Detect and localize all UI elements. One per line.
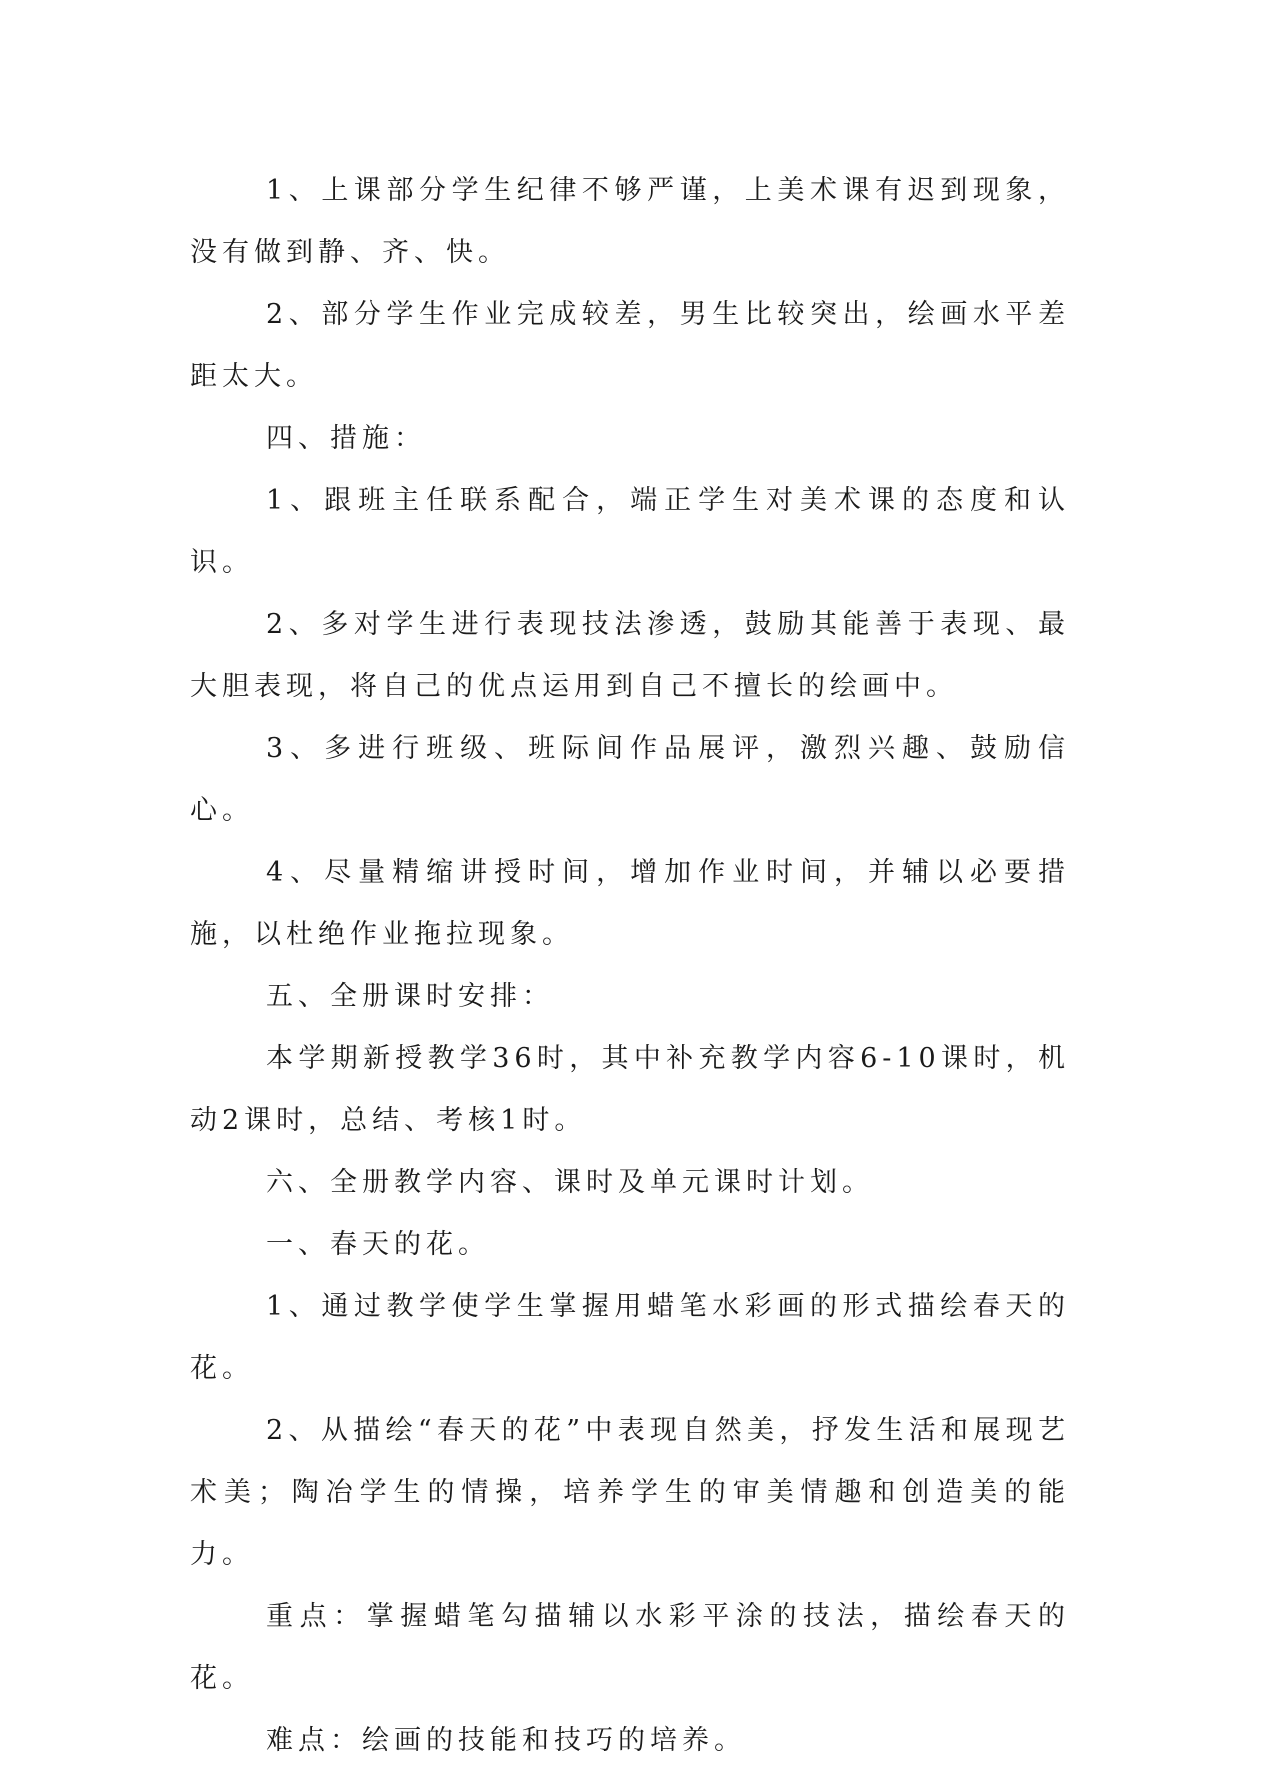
heading-measures: 四、措施： [266, 423, 426, 454]
paragraph-measure-4: 4、尽量精缩讲授时间，增加作业时间，并辅以必要措施，以杜绝作业拖拉现象。 [190, 857, 1070, 950]
paragraph-key-point: 重点：掌握蜡笔勾描辅以水彩平涂的技法，描绘春天的花。 [190, 1601, 1070, 1694]
paragraph-schedule: 本学期新授教学36时，其中补充教学内容6-10课时，机动2课时，总结、考核1时。 [190, 1043, 1070, 1136]
heading-unit-spring-flowers: 一、春天的花。 [266, 1229, 490, 1260]
paragraph-measure-1: 1、跟班主任联系配合，端正学生对美术课的态度和认识。 [190, 485, 1070, 578]
heading-schedule: 五、全册课时安排： [266, 981, 554, 1012]
paragraph-measure-3: 3、多进行班级、班际间作品展评，激烈兴趣、鼓励信心。 [190, 733, 1070, 826]
document-body [190, 160, 1070, 1772]
paragraph-homework-issue: 2、部分学生作业完成较差，男生比较突出，绘画水平差距太大。 [190, 299, 1070, 392]
paragraph-objective-1: 1、通过教学使学生掌握用蜡笔水彩画的形式描绘春天的花。 [190, 1291, 1070, 1384]
paragraph-discipline-issue: 1、上课部分学生纪律不够严谨，上美术课有迟到现象，没有做到静、齐、快。 [190, 175, 1070, 268]
paragraph-measure-2: 2、多对学生进行表现技法渗透，鼓励其能善于表现、最大胆表现，将自己的优点运用到自己不擅长的绘画中。 [190, 609, 1070, 702]
paragraph-objective-2: 2、从描绘“春天的花”中表现自然美，抒发生活和展现艺术美；陶冶学生的情操，培养学生的审美情趣和创造美的能力。 [190, 1415, 1070, 1570]
paragraph-difficulty: 难点：绘画的技能和技巧的培养。 [266, 1725, 746, 1756]
heading-content-plan: 六、全册教学内容、课时及单元课时计划。 [266, 1167, 874, 1198]
